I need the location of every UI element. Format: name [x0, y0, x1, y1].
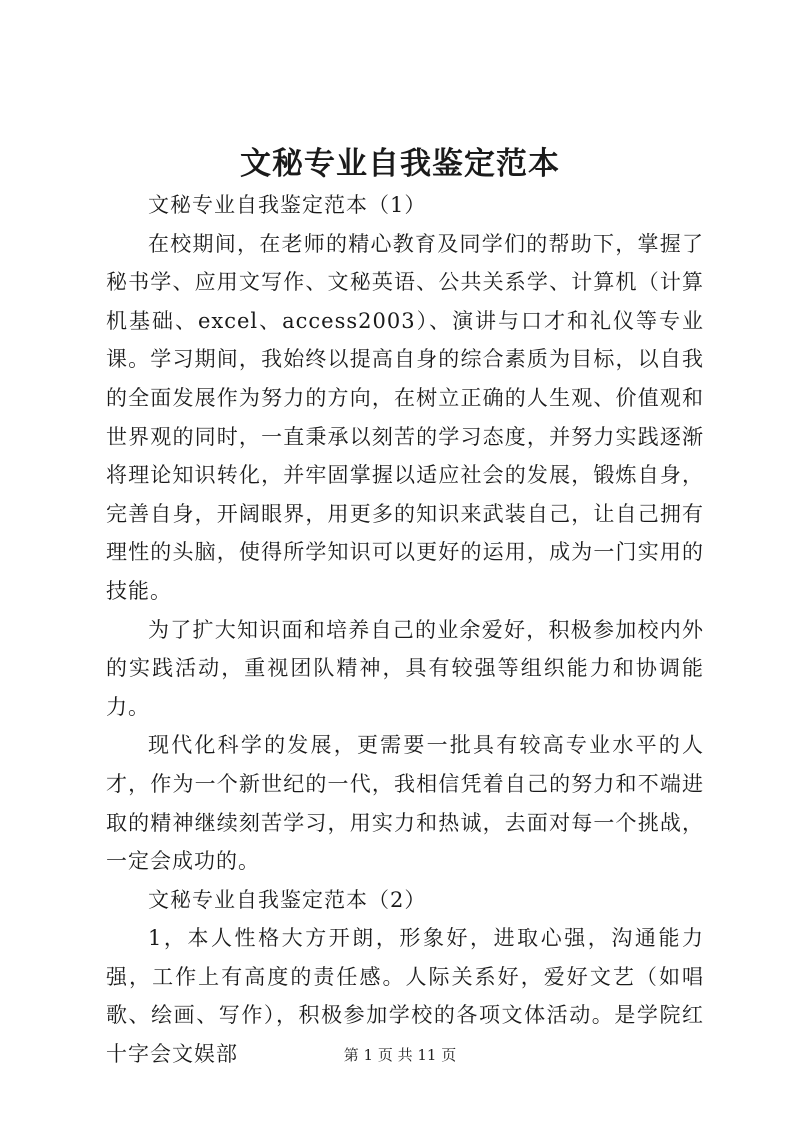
- paragraph: 为了扩大知识面和培养自己的业余爱好，积极参加校内外的实践活动，重视团队精神，具有较强等组织能力和协调能力。: [106, 617, 704, 719]
- document-title: 文秘专业自我鉴定范本: [240, 146, 560, 182]
- section-heading: 文秘专业自我鉴定范本（2）: [148, 887, 427, 912]
- document-body: [106, 186, 704, 1074]
- paragraph: 1，本人性格大方开朗，形象好，进取心强，沟通能力强，工作上有高度的责任感。人际关系好，爱好文艺（如唱歌、绘画、写作），积极参加学校的各项文体活动。是学院红十字会文娱部: [106, 926, 704, 1067]
- section-heading: 文秘专业自我鉴定范本（1）: [148, 193, 427, 217]
- paragraph: 在校期间，在老师的精心教育及同学们的帮助下，掌握了秘书学、应用文写作、文秘英语、公共关系学、计算机（计算机基础、excel、access2003）、演讲与口才和礼仪等专业课。学习期间，我始终以提高自身的综合素质为目标，以自我的全面发展作为努力的方向，在树立正确的人生观、价值观和世界观的同时，一直秉承以刻苦的学习态度，并努力实践逐渐将理论知识转化，并牢固掌握以适应社会的发展，锻炼自身，完善自身，开阔眼界，用更多的知识来武装自己，让自己拥有理性的头脑，使得所学知识可以更好的运用，成为一门实用的技能。: [106, 231, 704, 603]
- paragraph: 现代化科学的发展，更需要一批具有较高专业水平的人才，作为一个新世纪的一代，我相信凭着自己的努力和不端进取的精神继续刻苦学习，用实力和热诚，去面对每一个挑战，一定会成功的。: [106, 733, 704, 874]
- page-footer: 第 1 页 共 11 页: [343, 1046, 457, 1064]
